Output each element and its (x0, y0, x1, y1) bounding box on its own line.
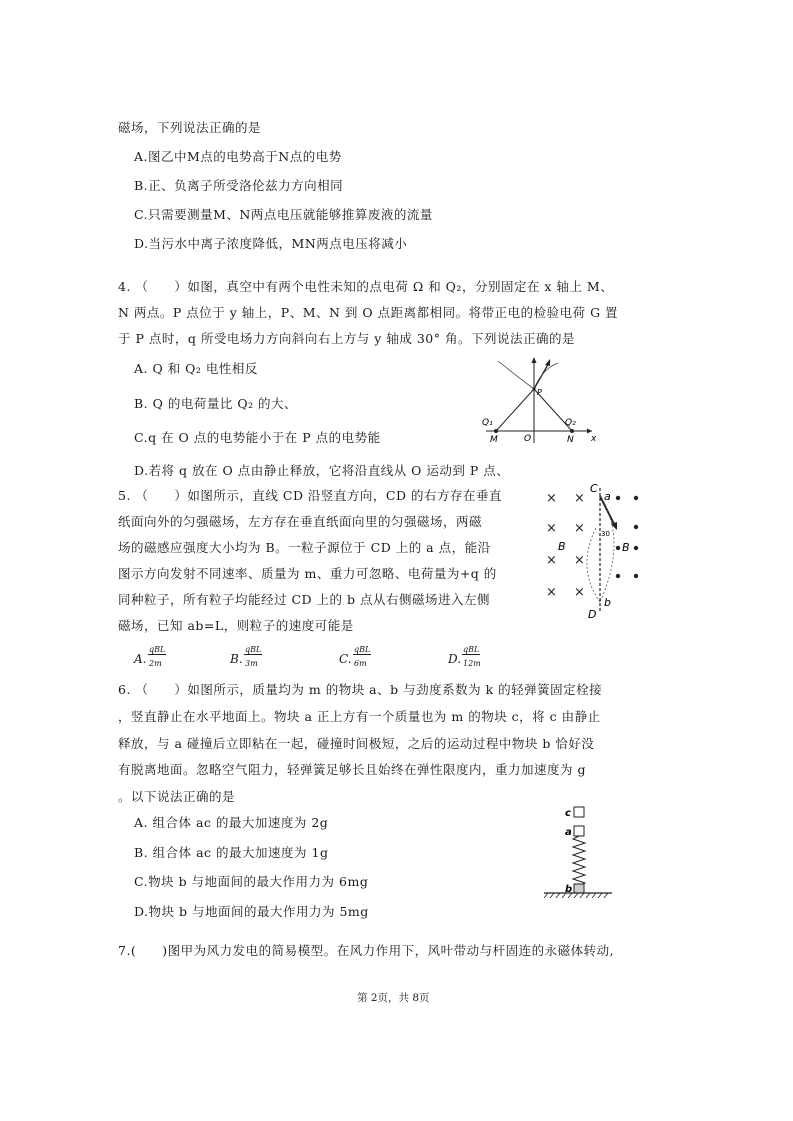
q5-stem-line4: 图示方向发射不同速率、质量为 m、重力可忽略、电荷量为+q 的 (118, 566, 497, 581)
q2-charge (570, 429, 574, 433)
label-x: x (591, 434, 597, 444)
q4-option-d: D.若将 q 放在 O 点由静止释放，它将沿直线从 O 运动到 P 点、 (134, 463, 510, 478)
q6-stem-line2: ，竖直静止在水平地面上。物块 a 正上方有一个质量也为 m 的物块 c，将 c 由静止 (118, 709, 601, 724)
q5-option-b (230, 645, 262, 668)
q6-option-d: D.物块 b 与地面间的最大作用力为 5mg (134, 904, 369, 919)
right-field-dots (616, 496, 638, 578)
label-a: a (565, 827, 572, 838)
q5-stem-line6: 磁场，已知 ab=L，则粒子的速度可能是 (118, 618, 354, 633)
label-d: D (588, 608, 597, 621)
label-c: C (590, 482, 598, 495)
label-o: O (524, 434, 532, 444)
q4-option-b: B. Q 的电荷量比 Q₂ 的大、 (134, 396, 298, 411)
x-axis-arrow (587, 429, 592, 434)
q4-stem-line1: 4. （ ）如图，真空中有两个电性未知的点电荷 Ω 和 Q₂，分别固定在 x 轴上 M、 (118, 279, 614, 294)
q5-option-letter: D. (448, 652, 462, 666)
q5-stem-line2: 纸面向外的匀强磁场，左方存在垂直纸面向里的匀强磁场，两磁 (118, 514, 483, 529)
q5-stem-line5: 同种粒子，所有粒子均能经过 CD 上的 b 点从右侧磁场进入左侧 (118, 592, 490, 607)
q5-option-numerator: qBL (354, 645, 371, 654)
q4-stem-line3: 于 P 点时，q 所受电场力方向斜向右上方与 y 轴成 30° 角。下列说法正确的是 (118, 331, 575, 346)
q6-stem-line4: 有脱离地面。忽略空气阻力，轻弹簧足够长且始终在弹性限度内，重力加速度为 g (118, 762, 586, 777)
label-b-left: B (558, 540, 566, 553)
q5-stem-line3: 场的磁感应强度大小均为 B。一粒子源位于 CD 上的 a 点，能沿 (118, 540, 491, 555)
q4-option-c: C.q 在 O 点的电势能小于在 P 点的电势能 (134, 430, 381, 445)
q5-option-denominator: 12m (463, 659, 481, 668)
q5-option-denominator: 3m (245, 659, 258, 668)
q3-option-a: A.图乙中M点的电势高于N点的电势 (134, 149, 342, 164)
q6-option-c: C.物块 b 与地面间的最大作用力为 6mg (134, 874, 369, 889)
label-c: c (565, 808, 571, 819)
label-n: N (567, 435, 574, 445)
q5-option-numerator: qBL (463, 645, 480, 654)
trajectory-left (587, 528, 600, 602)
q5-stem-line1: 5. （ ）如图所示，直线 CD 沿竖直方向，CD 的右方存在垂直 (118, 488, 502, 503)
svg-text:×: × (574, 585, 585, 600)
q4-figure (478, 355, 598, 445)
label-b-point: b (604, 596, 611, 609)
q7-stem-line1: 7.( )图甲为风力发电的简易模型。在风力作用下，风叶带动与杆固连的永磁体转动, (118, 943, 615, 958)
spring (573, 836, 585, 886)
svg-text:×: × (574, 553, 585, 568)
q5-option-numerator: qBL (245, 645, 262, 654)
label-angle: 30 (601, 530, 610, 538)
q5-option-a (134, 645, 166, 668)
q5-option-letter: B. (230, 652, 243, 666)
ground-hatching (544, 893, 608, 898)
q3-option-b: B.正、负离子所受洛伦兹力方向相同 (134, 178, 344, 193)
q6-stem-line3: 释放，与 a 碰撞后立即粘在一起，碰撞时间极短，之后的运动过程中物块 b 恰好没 (118, 736, 595, 751)
q5-option-letter: C. (339, 652, 352, 666)
block-a (574, 826, 584, 836)
page-footer: 第 2页，共 8页 (357, 992, 430, 1004)
y-axis-arrow (532, 357, 537, 363)
svg-text:×: × (574, 491, 585, 506)
q6-figure (540, 800, 620, 904)
p-point (532, 387, 535, 390)
block-c (574, 807, 584, 817)
q5-option-numerator: qBL (149, 645, 166, 654)
segment-mp (496, 389, 534, 431)
svg-text:×: × (546, 585, 557, 600)
block-b (574, 884, 584, 893)
q6-option-b: B. 组合体 ac 的最大加速度为 1g (134, 845, 329, 860)
q5-option-c (339, 645, 371, 668)
q3-option-d: D.当污水中离子浓度降低，MN两点电压将减小 (134, 236, 408, 251)
svg-text:×: × (546, 521, 557, 536)
svg-text:×: × (574, 521, 585, 536)
label-q2: Q₂ (565, 418, 576, 428)
q6-stem-line5: 。以下说法正确的是 (118, 789, 236, 804)
q5-option-denominator: 2m (149, 659, 162, 668)
q3-stem-tail: 磁场，下列说法正确的是 (118, 120, 262, 135)
q4-stem-line2: N 两点。P 点位于 y 轴上，P、M、N 到 O 点距离都相同。将带正电的检验电荷 G 置 (118, 305, 619, 320)
q5-figure (538, 480, 648, 620)
q5-option-letter: A. (134, 652, 147, 666)
field-curve-left (498, 361, 534, 389)
force-arrowhead (545, 359, 550, 366)
label-a: a (604, 490, 611, 503)
label-b: b (565, 884, 573, 895)
q4-option-a: A. Q 和 Q₂ 电性相反 (134, 361, 258, 376)
q1-charge (494, 429, 498, 433)
q5-option-d (448, 645, 481, 668)
svg-text:×: × (546, 491, 557, 506)
q6-stem-line1: 6. （ ）如图所示，质量均为 m 的物块 a、b 与劲度系数为 k 的轻弹簧固定栓接 (118, 682, 603, 697)
q3-option-c: C.只需要测量M、N两点电压就能够推算废液的流量 (134, 207, 433, 222)
q5-option-denominator: 6m (354, 659, 367, 668)
label-p: P (537, 388, 542, 397)
label-q1: Q₁ (482, 418, 493, 428)
label-b-right: B (622, 541, 630, 554)
svg-text:×: × (546, 553, 557, 568)
q6-option-a: A. 组合体 ac 的最大加速度为 2g (134, 815, 329, 830)
label-m: M (490, 435, 498, 445)
